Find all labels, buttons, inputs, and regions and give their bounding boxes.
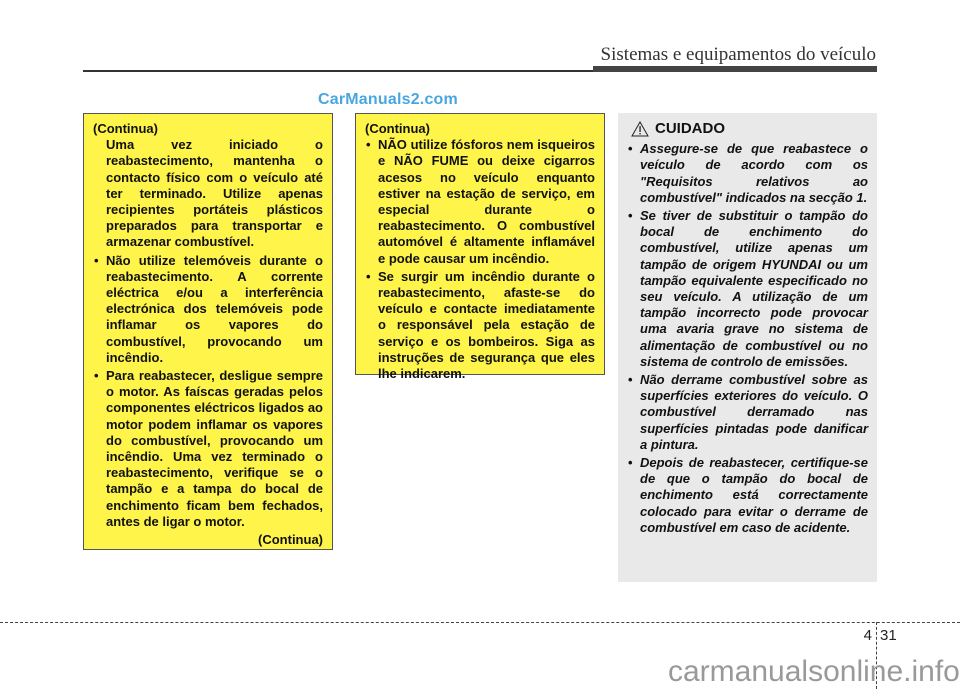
list-item-text: NÃO utilize fósforos nem isqueiros e NÃO FUME ou deixe cigarros acesos no veículo enquanto estiver na estação de serviço, em especial durante o reabastecimento. O combustível automóvel é altamente inflamável e pode causar um incêndio. [378,137,595,266]
caution-title: CUIDADO [655,120,725,137]
bullet-list [365,137,595,382]
list-item-text: Não utilize telemóveis durante o reabastecimento. A corrente eléctrica e/ou a interferência electrónica dos telemóveis pode inflamar os vapores do combustível, provocando um incêndio. [106,252,323,365]
bullet-icon: • [628,455,633,471]
intro-paragraph: Uma vez iniciado o reabastecimento, mantenha o contacto físico com o veículo até ter terminado. Utilize apenas recipientes portáteis plásticos preparados para transportar e armazenar combustível. [106,137,323,250]
bullet-icon: • [94,252,99,268]
caution-box [618,113,877,582]
caution-list [627,141,868,536]
list-item [627,208,868,370]
footer-rule [0,622,960,623]
warning-box-2 [355,113,605,382]
page-number: 31 [880,627,897,644]
caution-heading [631,121,868,137]
warning-triangle-icon [631,121,649,137]
list-item-text: Se tiver de substituir o tampão do bocal de enchimento do combustível, utilize apenas um tampão de origem HYUNDAI ou um tampão equivalente especificado no seu veículo. A utilização de um tampão incorrecto pode provocar uma avaria grave no sistema de alimentação de combustível ou no sistema de controlo de emissões. [640,208,868,369]
list-item-text: Para reabastecer, desligue sempre o motor. As faíscas geradas pelos componentes eléctricos ligados ao motor podem inflamar os vapores do combustível, provocando um incêndio. Uma vez terminado o reabastecimento, verifique se o tampão e a tampa do bocal de enchimento ficam bem fechados, antes de ligar o motor. [106,368,323,529]
page-header-title: Sistemas e equipamentos do veículo [600,44,876,65]
list-item-text: Se surgir um incêndio durante o reabastecimento, afaste-se do veículo e contacte imediatamente o responsável pela estação de serviço e os bombeiros. Siga as instruções de segurança que eles lhe indicarem. [378,268,595,382]
list-item [627,141,868,206]
warning-box-1 [83,113,333,550]
bullet-icon: • [366,268,371,284]
bullet-icon: • [628,141,633,157]
bullet-icon: • [628,372,633,388]
list-item [93,368,323,530]
header-bar [593,66,877,72]
bullet-icon: • [366,137,371,153]
watermark-bottom: carmanualsonline.info [668,655,960,688]
list-item [627,372,868,453]
list-item-text: Depois de reabastecer, certifique-se de que o tampão do bocal de enchimento está correctamente colocado para evitar o derrame de combustível em caso de acidente. [640,455,868,535]
bullet-list [93,253,323,530]
continued-label: (Continua) [365,121,430,136]
section-number: 4 [863,627,872,644]
list-item-text: Assegure-se de que reabastece o veículo de acordo com os "Requisitos relativos ao combustível" indicados na secção 1. [640,141,868,205]
continued-label: (Continua) [93,121,158,136]
list-item [93,253,323,366]
watermark-top: CarManuals2.com [318,91,458,108]
list-item-text: Não derrame combustível sobre as superfícies exteriores do veículo. O combustível derramado nas superfícies pintadas pode danificar a pintura. [640,372,868,452]
bullet-icon: • [94,368,99,384]
list-item [365,137,595,267]
header-rule [83,70,595,72]
list-item [627,455,868,536]
continued-label-bottom: (Continua) [258,532,323,548]
bullet-icon: • [628,208,633,224]
list-item [365,269,595,382]
